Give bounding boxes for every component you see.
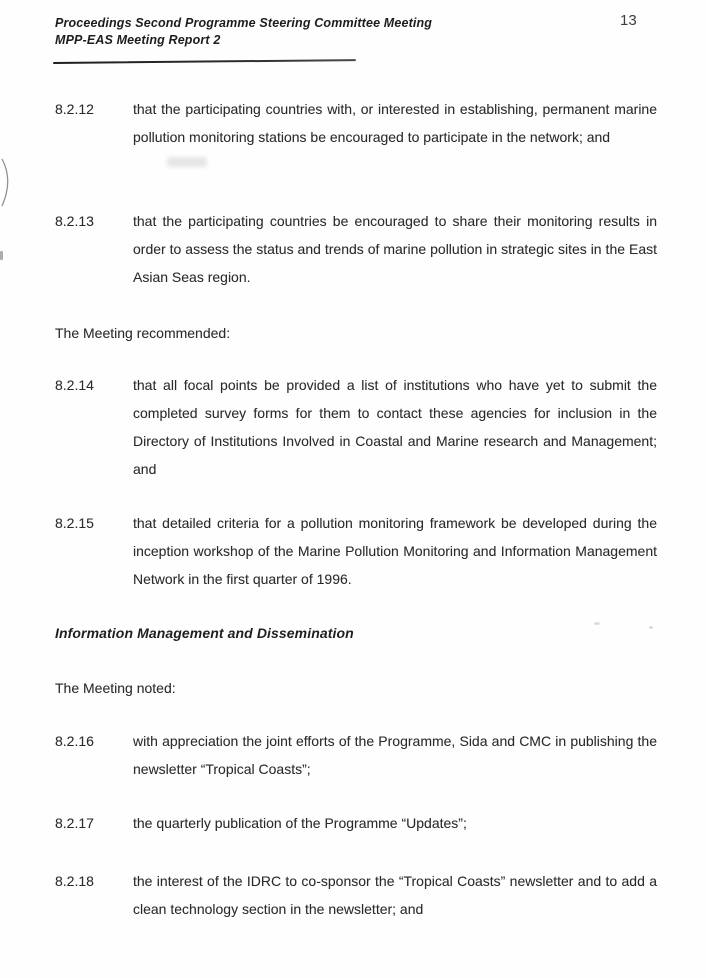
page-header [55, 15, 432, 48]
clause-8-2-13 [55, 207, 657, 291]
lead-in-recommended: The Meeting recommended: [55, 325, 231, 341]
clause-8-2-18 [55, 867, 657, 923]
clause-8-2-14 [55, 371, 657, 483]
clause-text: that the participating countries be encouraged to share their monitoring results in order to assess the status and trends of marine pollution in strategic sites in the East Asian Seas region. [133, 213, 657, 285]
scan-speck [649, 626, 653, 629]
clause-number: 8.2.18 [55, 873, 94, 889]
scan-speck [0, 251, 3, 260]
page-number: 13 [620, 12, 637, 29]
clause-8-2-15 [55, 509, 657, 593]
clause-text: with appreciation the joint efforts of the Programme, Sida and CMC in publishing the newsletter “Tropical Coasts”; [133, 733, 657, 777]
clause-number: 8.2.12 [55, 101, 94, 117]
clause-number: 8.2.16 [55, 733, 94, 749]
clause-text: that all focal points be provided a list of institutions who have yet to submit the completed survey forms for them to contact these agencies for inclusion in the Directory of Institutions Involved in Coastal and Marine research and Management; and [133, 377, 657, 477]
clause-8-2-12 [55, 95, 657, 151]
scan-ghost-text [167, 157, 207, 167]
clause-number: 8.2.13 [55, 213, 94, 229]
clause-8-2-17 [55, 809, 657, 837]
clause-8-2-16 [55, 727, 657, 783]
scan-edge-mark [0, 158, 14, 208]
clause-text: that the participating countries with, or interested in establishing, permanent marine pollution monitoring stations be encouraged to participate in the network; and [133, 101, 657, 145]
lead-in-noted: The Meeting noted: [55, 680, 176, 696]
header-title-line2: MPP-EAS Meeting Report 2 [55, 32, 221, 47]
section-heading: Information Management and Dissemination [55, 625, 354, 641]
header-rule [53, 59, 356, 64]
header-title-line1: Proceedings Second Programme Steering Committee Meeting [55, 16, 433, 30]
clause-text: the quarterly publication of the Programme “Updates”; [133, 815, 467, 831]
clause-text: that detailed criteria for a pollution monitoring framework be developed during the inception workshop of the Marine Pollution Monitoring and Information Management Network in the first quarter of 1996. [133, 515, 657, 587]
clause-number: 8.2.15 [55, 515, 94, 531]
clause-number: 8.2.17 [55, 815, 94, 831]
scan-speck [594, 622, 600, 625]
clause-number: 8.2.14 [55, 377, 94, 393]
clause-text: the interest of the IDRC to co-sponsor the “Tropical Coasts” newsletter and to add a clean technology section in the newsletter; and [133, 873, 657, 917]
